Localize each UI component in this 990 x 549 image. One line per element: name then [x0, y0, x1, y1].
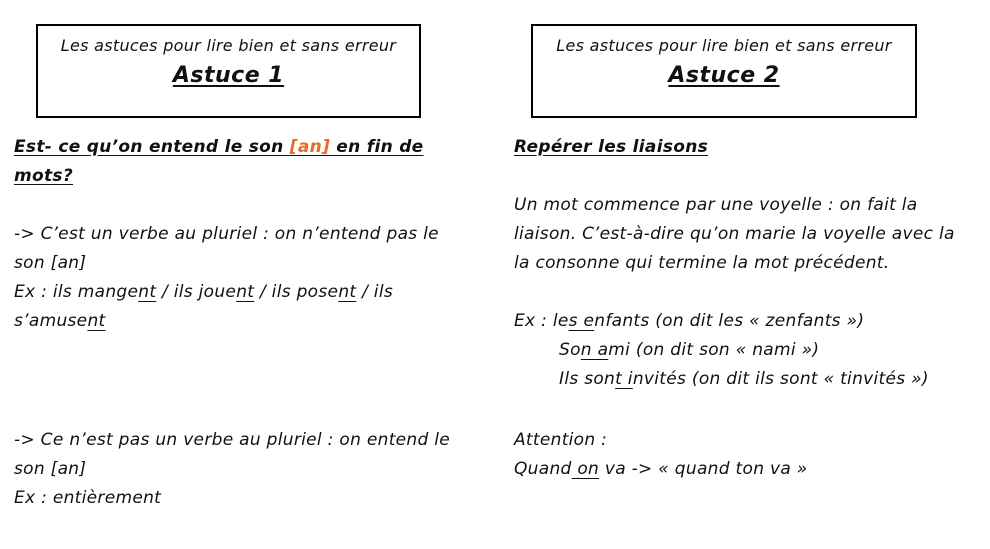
example-line: Ils sont invités (on dit ils sont « tinvités ») [559, 369, 929, 389]
section-heading: Repérer les liaisons [514, 137, 709, 157]
rule-line: -> Ce n’est pas un verbe au pluriel : on entend le [14, 430, 451, 450]
example-line: Ex : les enfants (on dit les « zenfants ») [514, 311, 865, 331]
left-column [14, 133, 484, 336]
rule-line: son [an] [14, 459, 87, 479]
right-column [514, 133, 984, 394]
section-heading [14, 133, 484, 191]
astuce-2-box [531, 24, 917, 118]
example-line: Quand on va -> « quand ton va » [514, 459, 808, 479]
example-line: s’amusent [14, 311, 106, 331]
paragraph-line: la consonne qui termine la mot précédent. [514, 253, 890, 273]
box-title: Astuce 1 [172, 63, 285, 88]
heading-text-end: en fin de mots? [14, 137, 424, 186]
example-line: Ex : entièrement [14, 488, 162, 508]
rule-line: -> C’est un verbe au pluriel : on n’entend pas le [14, 224, 439, 244]
box-subtitle: Les astuces pour lire bien et sans erreur [556, 36, 892, 55]
rule-line: son [an] [14, 253, 87, 273]
left-column-lower [14, 426, 484, 513]
heading-text: Est- ce qu’on entend le son [14, 137, 290, 157]
paragraph-line: Un mot commence par une voyelle : on fait la [514, 195, 918, 215]
example-line: Son ami (on dit son « nami ») [559, 340, 820, 360]
highlight-an: [an] [289, 137, 331, 157]
astuce-1-box [36, 24, 421, 118]
attention-label: Attention : [514, 430, 608, 450]
example-line: Ex : ils mangent / ils jouent / ils posent / ils [14, 282, 393, 302]
paragraph-line: liaison. C’est-à-dire qu’on marie la voyelle avec la [514, 224, 955, 244]
right-column-lower [514, 426, 984, 484]
box-title: Astuce 2 [668, 63, 780, 88]
box-subtitle: Les astuces pour lire bien et sans erreur [60, 36, 397, 55]
